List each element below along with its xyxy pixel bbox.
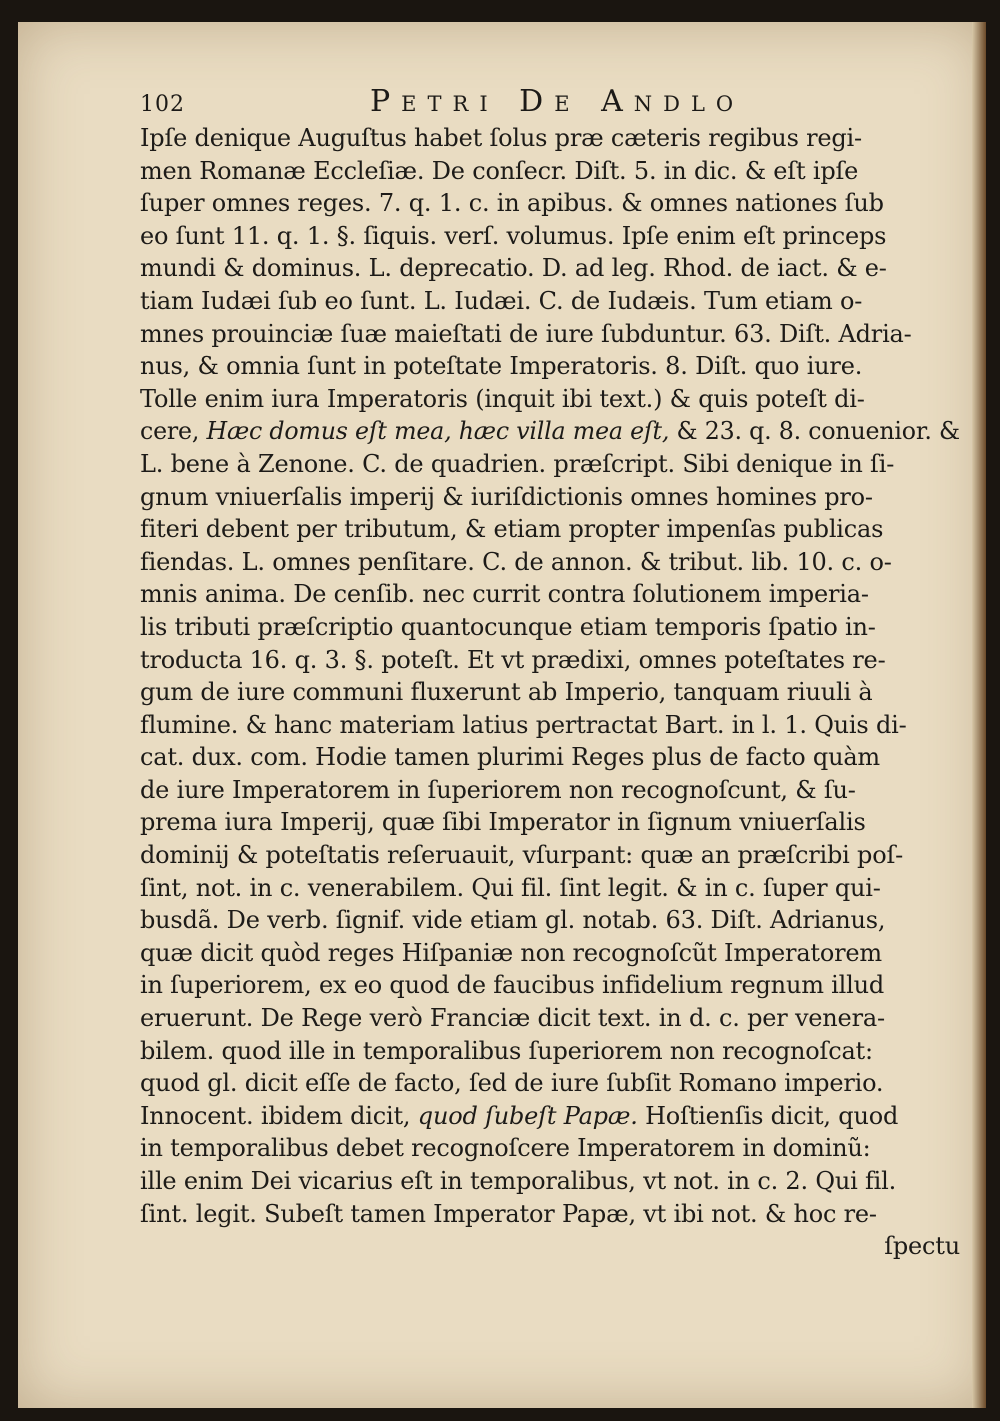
text-line: troducta 16. q. 3. §. poteſt. Et vt prædixi, omnes poteſtates re- (140, 645, 886, 674)
italic-phrase: quod ſubeſt Papæ. (417, 1101, 638, 1130)
text-line: eruerunt. De Rege verò Franciæ dicit text. in d. c. per venera- (140, 1004, 885, 1033)
text-line: quæ dicit quòd reges Hiſpaniæ non recognoſcũt Imperatorem (140, 938, 882, 967)
text-line: mnes prouinciæ ſuæ maieſtati de iure ſubduntur. 63. Diſt. Adria- (140, 319, 912, 348)
text-line: ille enim Dei vicarius eſt in temporalibus, vt not. in c. 2. Qui fil. (140, 1167, 897, 1195)
text-line: Innocent. ibidem dicit, quod ſubeſt Papæ. Hoſtienſis dicit, quod (140, 1101, 899, 1130)
text-line: ſuper omnes reges. 7. q. 1. c. in apibus. & omnes nationes ſub (140, 189, 884, 218)
text-line: fiteri debent per tributum, & etiam propter impenſas publicas (140, 515, 884, 544)
page-number: 102 (140, 92, 185, 117)
text-line: flumine. & hanc materiam latius pertractat Bart. in l. 1. Quis di- (140, 710, 907, 739)
text-line: nus, & omnia ſunt in poteſtate Imperatoris. 8. Diſt. quo iure. (140, 352, 863, 381)
text-line: busdã. De verb. ſignif. vide etiam gl. notab. 63. Diſt. Adrianus, (140, 906, 886, 935)
text-line: de iure Imperatorem in ſuperiorem non recognoſcunt, & ſu- (140, 775, 856, 804)
text-line: dominij & poteſtatis reſeruauit, vſurpant: quæ an præſcribi poſ- (140, 841, 904, 870)
page-edge-shadow (972, 22, 986, 1408)
text-line: ſint. legit. Subeſt tamen Imperator Papæ, vt ibi not. & hoc re- (140, 1199, 877, 1228)
text-line: in temporalibus debet recognoſcere Imperatorem in dominũ: (140, 1134, 871, 1163)
text-line: quod gl. dicit eſſe de facto, ſed de iure ſubſit Romano imperio. (140, 1069, 884, 1098)
text-line: in ſuperiorem, ex eo quod de faucibus infidelium regnum illud (140, 971, 885, 1000)
text-line: cere, Hæc domus eſt mea, hæc villa mea eſt, & 23. q. 8. conuenior. & (140, 417, 960, 446)
text-line: Tolle enim iura Imperatoris (inquit ibi text.) & quis poteſt di- (140, 384, 865, 413)
book-page (18, 22, 986, 1408)
text-line: bilem. quod ille in temporalibus ſuperiorem non recognoſcat: (140, 1036, 873, 1065)
text-line: L. bene à Zenone. C. de quadrien. præſcript. Sibi denique in ſi- (140, 449, 895, 478)
text-line: eo ſunt 11. q. 1. §. ſiquis. verſ. volumus. Ipſe enim eſt princeps (140, 221, 887, 250)
text-line: mnis anima. De cenſib. nec currit contra ſolutionem imperia- (140, 580, 869, 609)
text-line: ſint, not. in c. venerabilem. Qui fil. ſint legit. & in c. ſuper qui- (140, 873, 881, 902)
text-line: mundi & dominus. L. deprecatio. D. ad leg. Rhod. de iact. & e- (140, 254, 887, 283)
body-text (140, 122, 960, 1263)
italic-phrase: Hæc domus eſt mea, hæc villa mea eſt, (206, 417, 670, 446)
text-line: cat. dux. com. Hodie tamen plurimi Reges plus de facto quàm (140, 743, 880, 772)
text-line: lis tributi præſcriptio quantocunque etiam temporis ſpatio in- (140, 612, 876, 641)
running-title: Petri De Andlo (370, 84, 745, 119)
text-line: tiam Iudæi ſub eo ſunt. L. Iudæi. C. de Iudæis. Tum etiam o- (140, 286, 863, 315)
catchword: ſpectu (884, 1232, 960, 1261)
text-line: fiendas. L. omnes penſitare. C. de annon. & tribut. lib. 10. c. o- (140, 547, 892, 576)
text-line: prema iura Imperij, quæ ſibi Imperator in ſignum vniuerſalis (140, 808, 866, 837)
text-line: gum de iure communi fluxerunt ab Imperio, tanquam riuuli à (140, 678, 873, 707)
text-line: gnum vniuerſalis imperij & iuriſdictionis omnes homines pro- (140, 482, 873, 511)
page-header (140, 84, 960, 124)
text-line: men Romanæ Eccleſiæ. De conſecr. Diſt. 5. in dic. & eſt ipſe (140, 156, 859, 185)
text-line: Ipſe denique Auguſtus habet ſolus præ cæteris regibus regi- (140, 124, 862, 152)
